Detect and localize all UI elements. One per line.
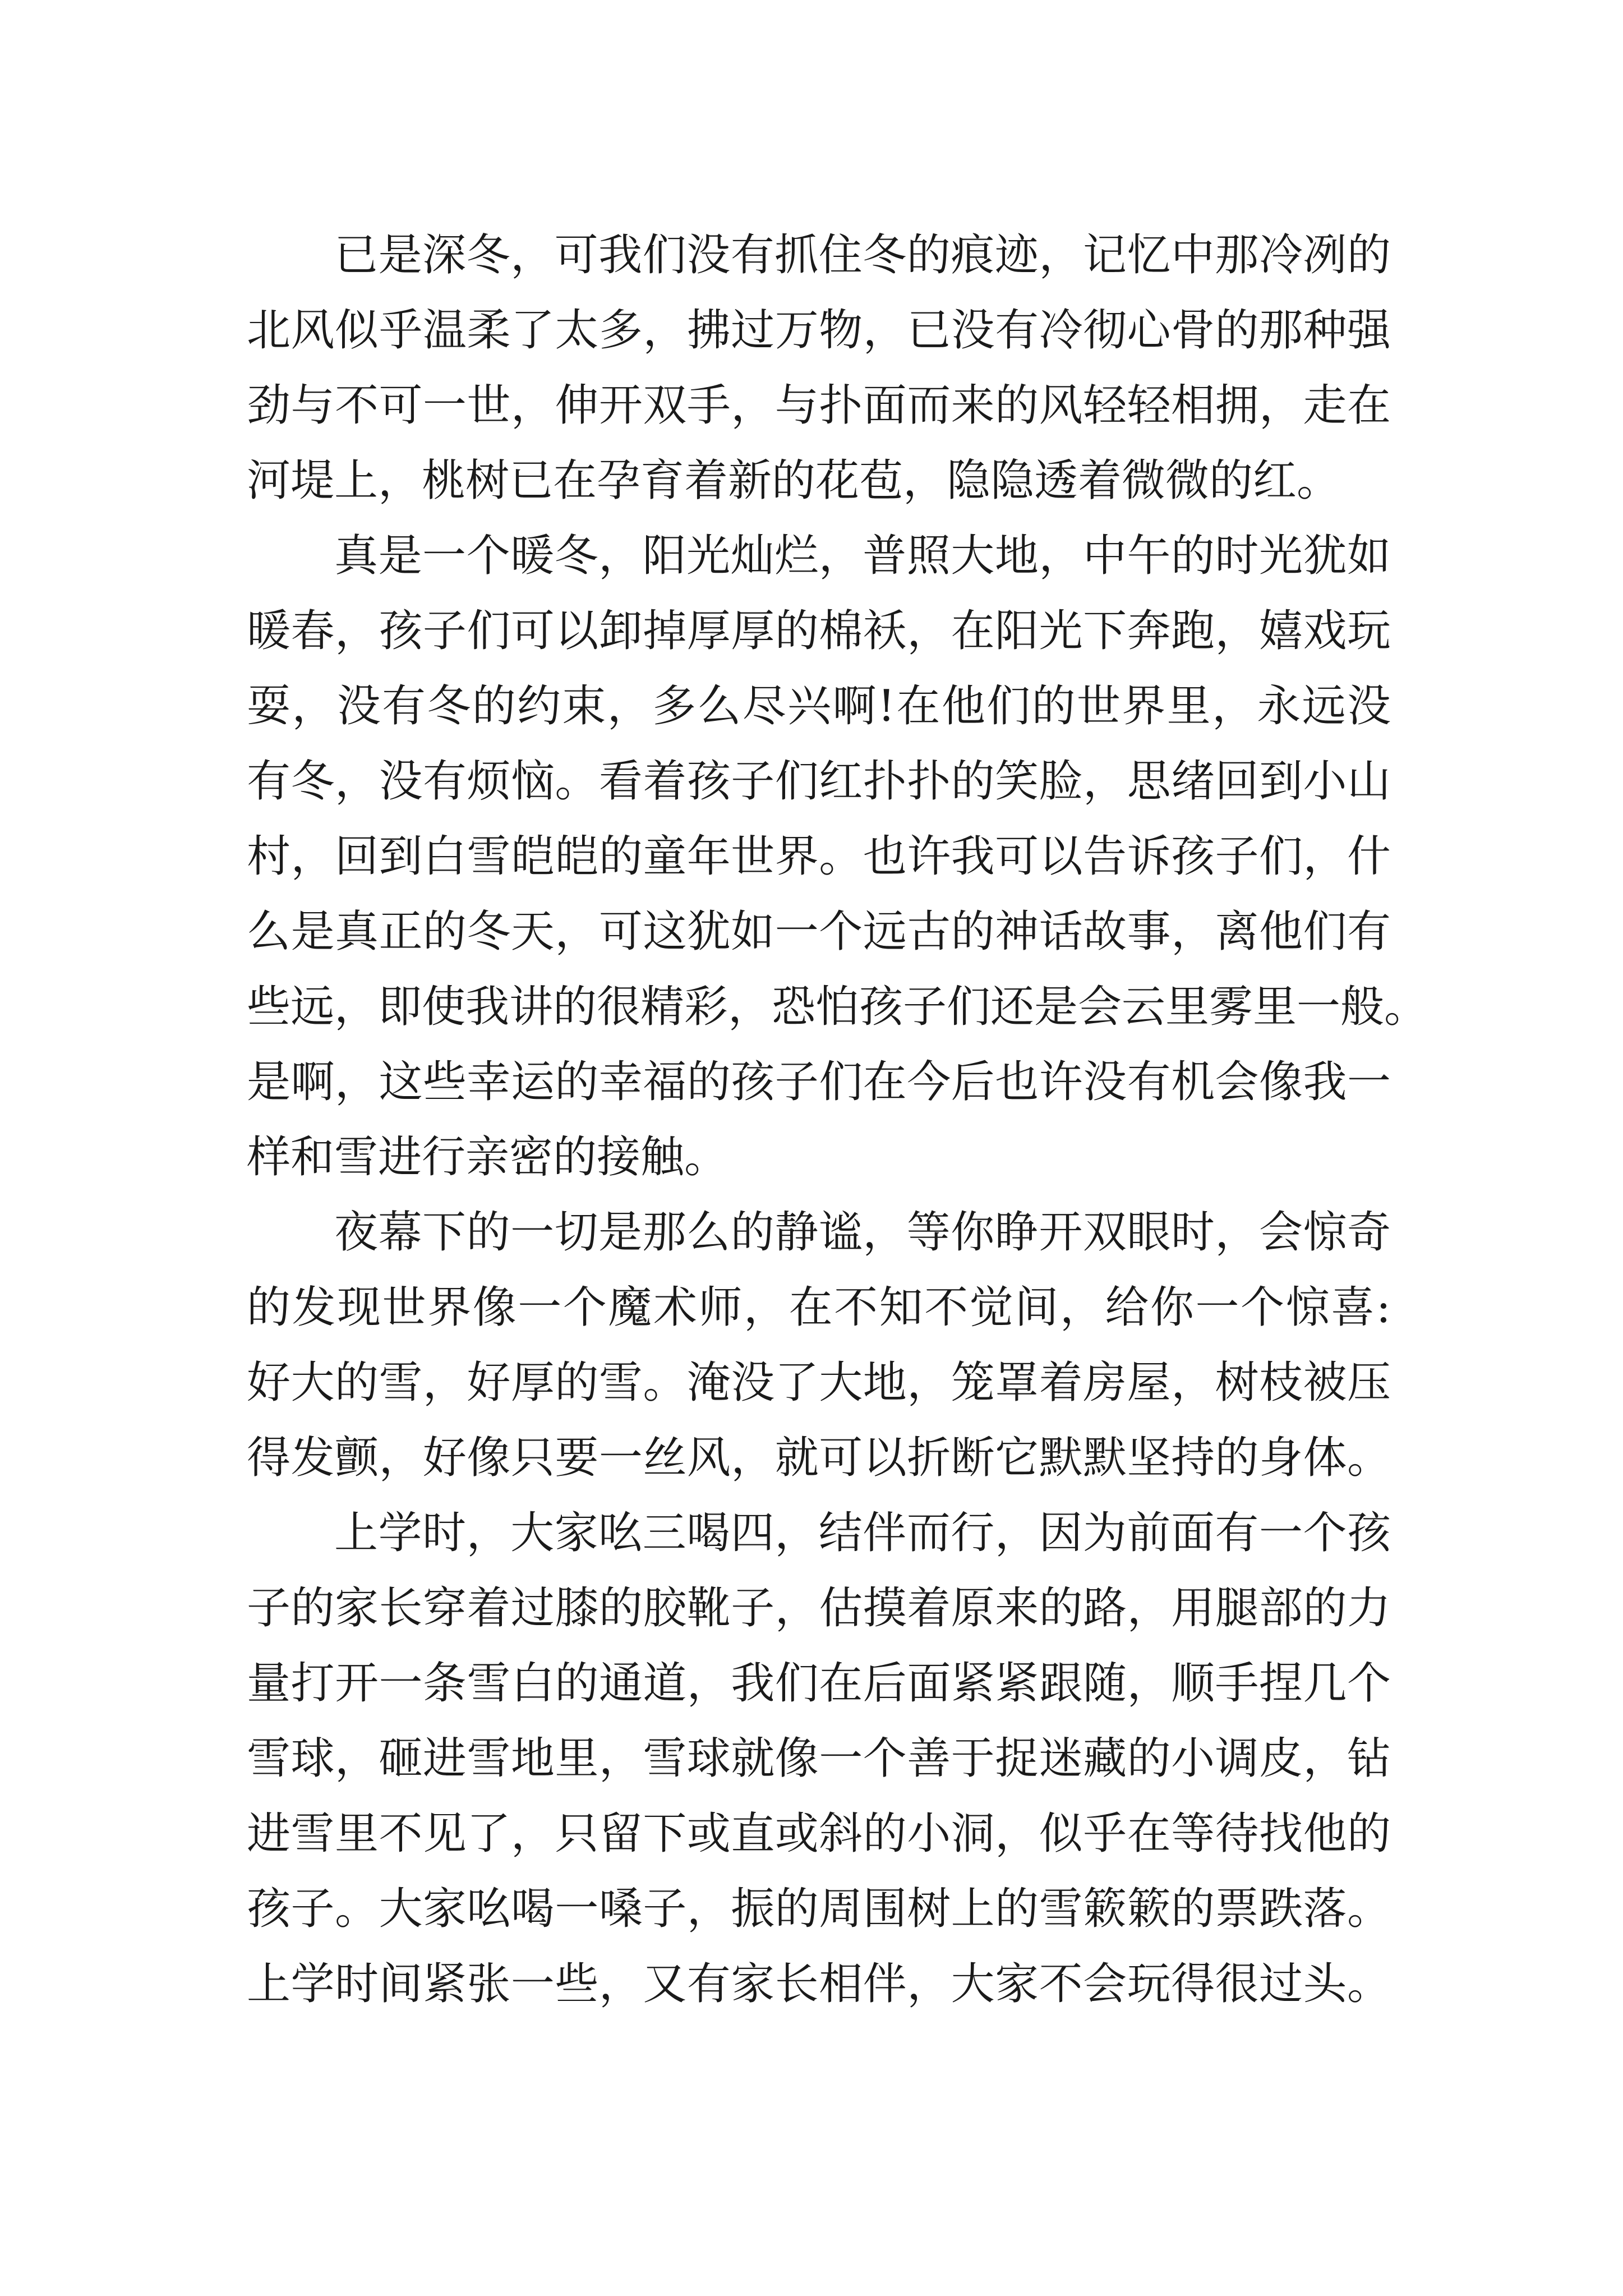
paragraph-line: 子的家长穿着过膝的胶靴子，估摸着原来的路，用腿部的力 bbox=[247, 1583, 1391, 1634]
paragraph-line: 真是一个暖冬，阳光灿烂，普照大地，中午的时光犹如 bbox=[334, 531, 1391, 581]
paragraph-line: 得发颤，好像只要一丝风，就可以折断它默默坚持的身体。 bbox=[247, 1433, 1391, 1483]
paragraph-line: 耍，没有冬的约束，多么尽兴啊!在他们的世界里，永远没 bbox=[247, 681, 1391, 731]
paragraph-line: 夜幕下的一切是那么的静谧，等你睁开双眼时，会惊奇 bbox=[334, 1207, 1391, 1258]
paragraph-line: 么是真正的冬天，可这犹如一个远古的神话故事，离他们有 bbox=[247, 907, 1391, 957]
paragraph-line: 雪球，砸进雪地里，雪球就像一个善于捉迷藏的小调皮，钻 bbox=[247, 1733, 1391, 1784]
paragraph-line: 劲与不可一世，伸开双手，与扑面而来的风轻轻相拥，走在 bbox=[247, 380, 1391, 431]
paragraph-line: 进雪里不见了，只留下或直或斜的小洞，似乎在等待找他的 bbox=[247, 1809, 1391, 1859]
paragraph-line: 已是深冬，可我们没有抓住冬的痕迹，记忆中那冷冽的 bbox=[334, 230, 1391, 280]
paragraph-line: 孩子。大家吆喝一嗓子，振的周围树上的雪簌簌的票跌落。 bbox=[247, 1884, 1391, 1934]
paragraph-line: 上学时间紧张一些，又有家长相伴，大家不会玩得很过头。 bbox=[247, 1959, 1391, 2009]
paragraph-line: 些远，即使我讲的很精彩，恐怕孩子们还是会云里雾里一般。 bbox=[247, 982, 1428, 1032]
paragraph-line: 好大的雪，好厚的雪。淹没了大地，笼罩着房屋，树枝被压 bbox=[247, 1358, 1391, 1408]
paragraph-line: 量打开一条雪白的通道，我们在后面紧紧跟随，顺手捏几个 bbox=[247, 1658, 1391, 1709]
paragraph-1 bbox=[247, 218, 1391, 518]
paragraph-line: 样和雪进行亲密的接触。 bbox=[247, 1132, 728, 1182]
paragraph-line: 的发现世界像一个魔术师，在不知不觉间，给你一个惊喜: bbox=[247, 1282, 1391, 1333]
paragraph-3 bbox=[247, 1195, 1391, 1496]
paragraph-line: 北风似乎温柔了太多，拂过万物，已没有冷彻心骨的那种强 bbox=[247, 305, 1391, 356]
paragraph-2 bbox=[247, 518, 1428, 1195]
paragraph-4 bbox=[247, 1496, 1391, 2022]
paragraph-line: 上学时，大家吆三喝四，结伴而行，因为前面有一个孩 bbox=[334, 1508, 1391, 1558]
paragraph-line: 村，回到白雪皑皑的童年世界。也许我可以告诉孩子们，什 bbox=[247, 831, 1391, 882]
paragraph-line: 是啊，这些幸运的幸福的孩子们在今后也许没有机会像我一 bbox=[247, 1057, 1391, 1107]
document-body bbox=[247, 218, 1428, 2022]
paragraph-line: 有冬，没有烦恼。看着孩子们红扑扑的笑脸，思绪回到小山 bbox=[247, 756, 1391, 807]
paragraph-line: 暖春，孩子们可以卸掉厚厚的棉袄，在阳光下奔跑，嬉戏玩 bbox=[247, 606, 1391, 656]
paragraph-line: 河堤上，桃树已在孕育着新的花苞，隐隐透着微微的红。 bbox=[247, 455, 1341, 506]
